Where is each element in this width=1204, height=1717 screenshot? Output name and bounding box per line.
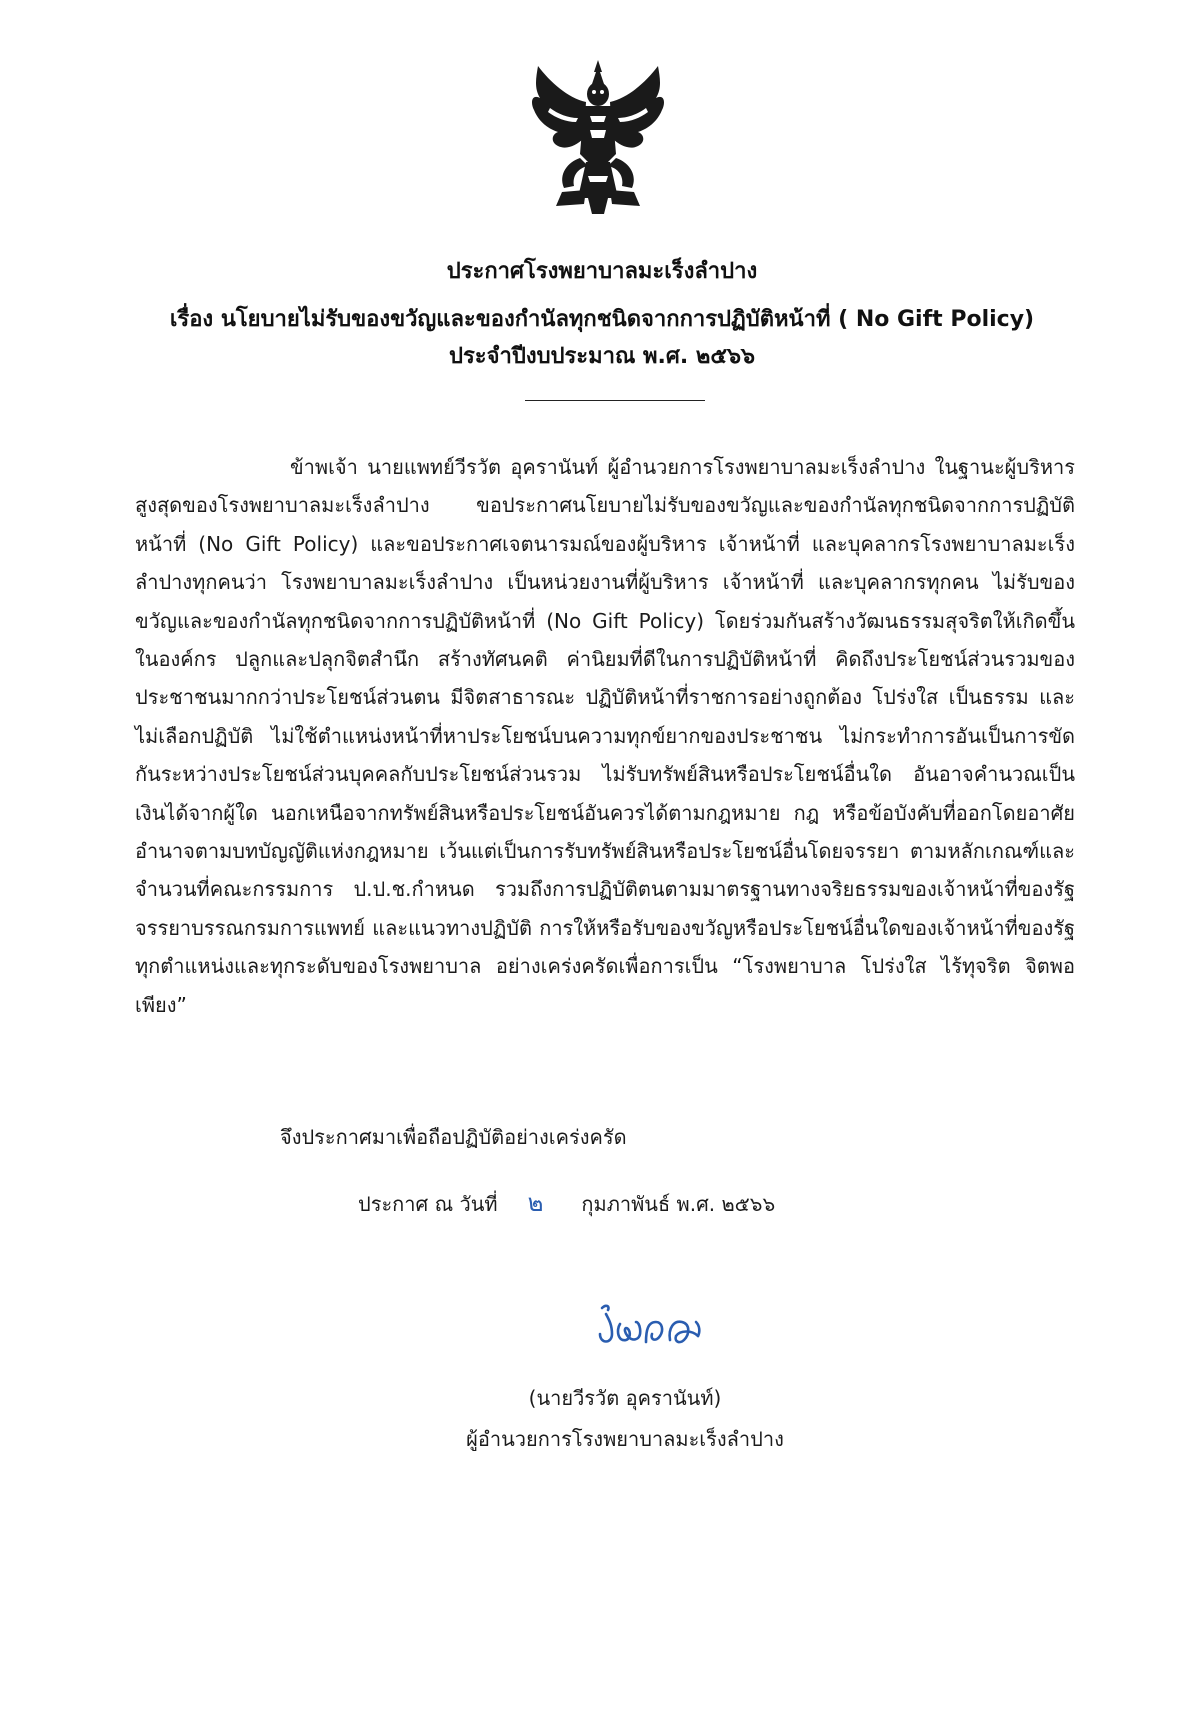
signer-name: (นายวีรวัต อุคราน​ันท์)	[528, 1386, 722, 1410]
date-day-handwritten: ๒	[527, 1189, 544, 1217]
announcement-subject: เรื่อง นโยบายไม่รับของขวัญและของกำนัลทุกชนิดจากการปฏิบัติหน้าที่ ( No Gift Policy)	[169, 307, 1035, 332]
handwritten-signature-icon	[586, 1300, 716, 1352]
date-prefix: ประกาศ ณ วันที่	[358, 1192, 498, 1216]
body-paragraph-text: ข้าพเจ้า นายแพทย์วีรวัต อุคร​านันท์ ผู้อำนวยการโรงพยาบาลมะเร็งลำปาง ในฐานะผู้บริหารสูงสุดของโรงพยาบาลมะเร็งลำปาง ขอประกาศนโยบายไม่รับของขวัญและของกำนัลทุกชนิดจากการปฏิบัติหน้าที่ (No Gift Policy) และขอประกาศเจตนารมณ์ของผู้บริหาร เจ้าหน้าที่ และบุคลากรโรงพยาบาลมะเร็งลำปางทุกคนว่า โรงพยาบาลมะเร็งลำปาง เป็นหน่วยงานที่ผู้บริหาร เจ้าหน้าที่ และบุคลากรทุกคน ไม่รับของขวัญและของกำนัลทุกชนิดจากการปฏิบัติหน้าที่ (No Gift Policy) โดยร่วมกันสร้างวัฒนธรรมสุจริตให้เกิดขึ้นในองค์กร ปลูกและปลุกจิตสำนึก สร้างทัศนคติ ค่านิยมที่ดีในการปฏิบัติหน้าที่ คิดถึงประโยชน์ส่วนรวมของประชาชนมากกว่าประโยชน์ส่วนตน มีจิตสาธารณะ ปฏิบัติหน้าที่ราชการอย่างถูกต้อง โปร่งใส เป็นธรรม และไม่เลือกปฏิบัติ ไม่ใช้ตำแหน่งหน้าที่หาประโยชน์บนความทุกข์ยากของประชาชน ไม่กระทำการอันเป็นการขัดกันระหว่างประโยชน์ส่วนบุคคลกับประโยชน์ส่วนรวม ไม่รับทรัพย์สินหรือประโยชน์อื่นใด อันอาจคำนวณเป็นเงินได้จากผู้ใด นอกเหนือจากทรัพย์สินหรือประโยชน์อันควรได้ตามกฎหมาย กฎ หรือข้อบังคับที่ออกโดยอาศัยอำนาจตามบทบัญญัติแห่งกฎหมาย เว้นแต่เป็นการรับทรัพย์สินหรือประโยชน์อื่นโดยจรรยา ตามหลักเกณฑ์และจำนวนที่คณะกรรมการ ป.ป.ช.กำหนด รวมถึงการปฏิบัติตนตามมาตรฐานทางจริยธรรมของเจ้าหน้าที่ของรัฐ จรรยาบรรณกรมการแพทย์ และแนวทางปฏิบัติ การให้หรือรับของขวัญหรือประโยชน์อื่นใดของเจ้าหน้าที่ของรัฐ ทุกตำแหน่งและทุกระดับของโรงพยาบาล อย่างเคร่งครัดเพื่อการเป็น “โรงพยาบาล โปร่งใส ไร้ทุจริต จิตพอเพียง”	[135, 455, 1075, 1017]
garuda-emblem-icon	[528, 58, 668, 216]
fiscal-year-line: ประจำปีงบประมาณ พ.ศ. ๒๕๖๖	[449, 344, 755, 369]
closing-statement: จึงประกาศมาเพื่อถือปฏิบัติอย่างเคร่งครัด	[280, 1125, 627, 1149]
announcement-date	[358, 1189, 775, 1218]
date-month-year: กุมภาพันธ์ พ.ศ. ๒๕๖๖	[581, 1192, 776, 1216]
title-divider	[525, 400, 705, 401]
announcement-title: ประกาศโรงพยาบาลมะเร็งลำปาง	[446, 259, 758, 284]
body-paragraph	[135, 448, 1075, 1024]
signer-position: ผู้อำนวยการโรงพยาบาลมะเร็งลำปาง	[466, 1427, 784, 1451]
